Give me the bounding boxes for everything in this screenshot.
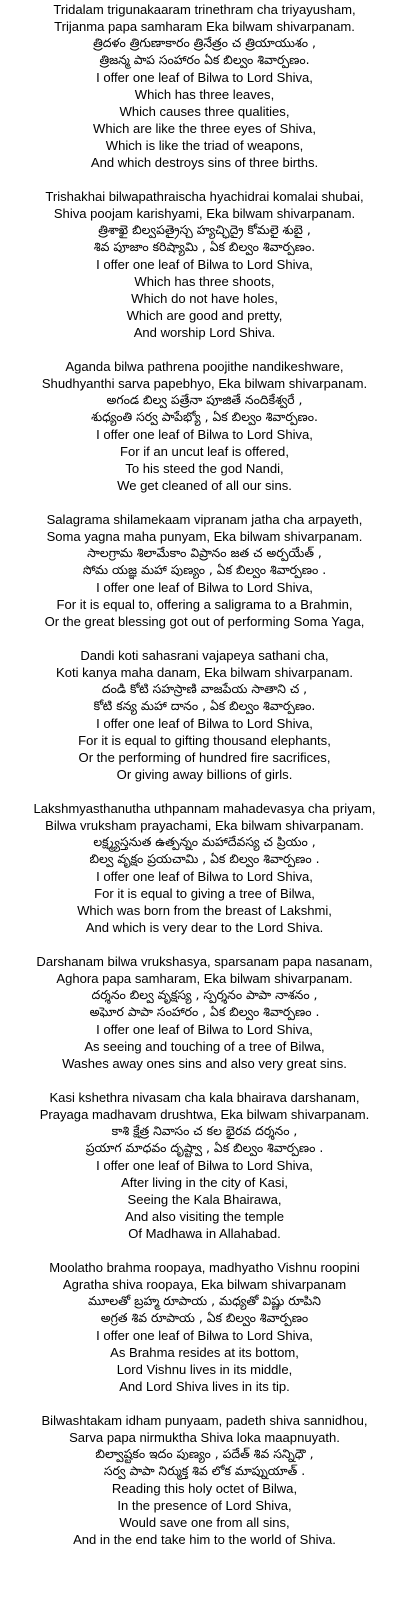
telugu-verse-line: త్రిజన్మ పాప సంహారం ఏక బిల్వం శివార్పణం.: [99, 53, 310, 67]
verse-line: I offer one leaf of Bilwa to Lord Shiva,: [96, 427, 313, 442]
verse-line: In the presence of Lord Shiva,: [117, 1498, 292, 1513]
verse-line: Or giving away billions of girls.: [116, 767, 293, 782]
verse-line: For it is equal to gifting thousand elephants,: [78, 733, 331, 748]
verse-line: Of Madhawa in Allahabad.: [128, 1226, 281, 1241]
telugu-verse-line: బిల్వాష్టకం ఇదం పుణ్యం , పదేత్ శివ సన్నిధౌ ,: [95, 1447, 314, 1461]
verse-line: Which was born from the breast of Lakshmi,: [77, 903, 332, 918]
verse-line: Salagrama shilamekaam vipranam jatha cha arpayeth,: [46, 512, 363, 527]
verse-stanza: [0, 1089, 409, 1242]
telugu-verse-line: త్రిశాఖై బిల్వపత్రైస్చ హ్యచ్ఛిద్రై కోమలై శుబై ,: [98, 223, 311, 237]
verse-line: Or the great blessing got out of performing Soma Yaga,: [44, 614, 365, 629]
verse-line: I offer one leaf of Bilwa to Lord Shiva,: [96, 1328, 313, 1343]
verse-line: As Brahma resides at its bottom,: [110, 1345, 299, 1360]
telugu-verse-line: శుధ్యంతి సర్వ పాపేభ్యో , ఏక బిల్వం శివార్పణం.: [91, 410, 318, 424]
verse-line: I offer one leaf of Bilwa to Lord Shiva,: [96, 257, 313, 272]
verse-line: After living in the city of Kasi,: [121, 1175, 288, 1190]
verse-line: Shiva poojam karishyami, Eka bilwam shivarpanam.: [53, 206, 356, 221]
verse-line: Dandi koti sahasrani vajapeya sathani cha,: [80, 648, 329, 663]
verse-line: Which has three shoots,: [134, 274, 275, 289]
verse-line: Which are like the three eyes of Shiva,: [93, 121, 316, 136]
verse-line: Which causes three qualities,: [119, 104, 290, 119]
telugu-verse-line: ప్రయాగ మాధవం దృష్ట్వా , ఏక బిల్వం శివార్పణం .: [85, 1141, 324, 1155]
verse-stanza: [0, 647, 409, 783]
verse-stanza: [0, 358, 409, 494]
telugu-verse-line: అఘోర పాపా సంహారం , ఏక బిల్వం శివార్పణం .: [89, 1005, 320, 1019]
telugu-verse-line: అగండ బిల్వ పత్రేనా పూజితే నందికేశ్వరే ,: [106, 393, 303, 407]
verse-line: Reading this holy octet of Bilwa,: [111, 1481, 298, 1496]
telugu-verse-line: దండి కోటి సహస్రాణి వాజపేయ సాతాని చ ,: [101, 682, 308, 696]
verse-line: Agratha shiva roopaya, Eka bilwam shivarpanam: [62, 1277, 347, 1292]
verse-line: Which has three leaves,: [134, 87, 275, 102]
verse-line: Tridalam trigunakaaram trinethram cha triyayusham,: [53, 2, 356, 17]
telugu-verse-line: బిల్వ వృక్షం ప్రయచామి , ఏక బిల్వం శివార్పణం .: [89, 852, 320, 866]
verse-line: I offer one leaf of Bilwa to Lord Shiva,: [96, 70, 313, 85]
verse-line: And which is very dear to the Lord Shiva.: [85, 920, 324, 935]
verse-line: Which do not have holes,: [131, 291, 278, 306]
verse-line: Soma yagna maha punyam, Eka bilwam shivarpanam.: [46, 529, 363, 544]
verse-line: Bilwashtakam idham punyaam, padeth shiva sannidhou,: [41, 1413, 368, 1428]
verse-stanza: [0, 1412, 409, 1548]
verse-line: I offer one leaf of Bilwa to Lord Shiva,: [96, 869, 313, 884]
verse-line: Lord Vishnu lives in its middle,: [116, 1362, 293, 1377]
verse-line: I offer one leaf of Bilwa to Lord Shiva,: [96, 1022, 313, 1037]
verse-line: I offer one leaf of Bilwa to Lord Shiva,: [96, 580, 313, 595]
verse-line: Moolatho brahma roopaya, madhyatho Vishnu roopini: [49, 1260, 360, 1275]
telugu-verse-line: మూలతో బ్రహ్మ రూపాయ , మధ్యతో విష్ణు రూపిని: [88, 1294, 321, 1308]
verse-line: Aghora papa samharam, Eka bilwam shivarpanam.: [56, 971, 353, 986]
verse-line: Which are good and pretty,: [126, 308, 283, 323]
verse-line: Trishakhai bilwapathraischa hyachidrai komalai shubai,: [45, 189, 364, 204]
verse-line: Shudhyanthi sarva papebhyo, Eka bilwam shivarpanam.: [41, 376, 368, 391]
verse-line: Or the performing of hundred fire sacrifices,: [78, 750, 331, 765]
verse-line: Aganda bilwa pathrena poojithe nandikeshware,: [65, 359, 344, 374]
verse-line: Prayaga madhavam drushtwa, Eka bilwam shivarpanam.: [39, 1107, 370, 1122]
verse-line: And Lord Shiva lives in its tip.: [119, 1379, 290, 1394]
verse-line: Would save one from all sins,: [119, 1515, 290, 1530]
verse-line: Kasi kshethra nivasam cha kala bhairava darshanam,: [49, 1090, 360, 1105]
verse-line: And also visiting the temple: [124, 1209, 284, 1224]
verse-stanza: [0, 511, 409, 630]
verse-line: Lakshmyasthanutha uthpannam mahadevasya cha priyam,: [33, 801, 376, 816]
verse-stanza: [0, 953, 409, 1072]
verse-line: And in the end take him to the world of Shiva.: [73, 1532, 336, 1547]
telugu-verse-line: త్రిదళం త్రిగుణాకారం త్రినేత్రం చ త్రియాయుశం ,: [93, 36, 316, 50]
verse-line: To his steed the god Nandi,: [125, 461, 284, 476]
telugu-verse-line: సాలగ్రామ శిలామేకాం విప్రానం జత చ అర్పయేత్ ,: [87, 546, 322, 560]
verse-line: As seeing and touching of a tree of Bilwa,: [84, 1039, 325, 1054]
verse-stanza: [0, 188, 409, 341]
verse-stanza: [0, 800, 409, 936]
verse-line: Trijanma papa samharam Eka bilwam shivarpanam.: [54, 19, 355, 34]
telugu-verse-line: అగ్రత శివ రూపాయ , ఏక బిల్వం శివార్పణం: [100, 1311, 309, 1325]
telugu-verse-line: దర్శనం బిల్వ వృక్షస్య , స్పర్శనం పాపా నాశనం ,: [91, 988, 318, 1002]
verse-line: Which is like the triad of weapons,: [105, 138, 304, 153]
verse-line: For if an uncut leaf is offered,: [120, 444, 289, 459]
telugu-verse-line: లక్ష్మ్యస్తనుత ఉత్పన్నం మహాదేవస్య చ ప్రియం ,: [93, 835, 316, 849]
verse-line: And worship Lord Shiva.: [133, 325, 276, 340]
verse-line: Seeing the Kala Bhairawa,: [127, 1192, 282, 1207]
telugu-verse-line: కాశి క్షేత్ర నివాసం చ కల భైరవ దర్శనం ,: [111, 1124, 298, 1138]
verse-line: And which destroys sins of three births.: [90, 155, 319, 170]
verse-stanza: [0, 1259, 409, 1395]
telugu-verse-line: సోమ యజ్ఞ మహా పుణ్యం , ఏక బిల్వం శివార్పణం .: [82, 563, 327, 577]
verse-line: Sarva papa nirmuktha Shiva loka maapnuyath.: [69, 1430, 340, 1445]
telugu-verse-line: శివ పూజాం కరిష్యామి , ఏక బిల్వం శివార్పణం.: [93, 240, 316, 254]
verse-stanza: [0, 1, 409, 171]
verse-line: For it is equal to giving a tree of Bilwa,: [94, 886, 315, 901]
telugu-verse-line: కోటి కన్య మహా దానం , ఏక బిల్వం శివార్పణం.: [93, 699, 316, 713]
verse-line: Darshanam bilwa vrukshasya, sparsanam papa nasanam,: [36, 954, 373, 969]
verse-line: For it is equal to, offering a saligrama to a Brahmin,: [56, 597, 353, 612]
verse-line: I offer one leaf of Bilwa to Lord Shiva,: [96, 716, 313, 731]
verse-line: We get cleaned of all our sins.: [117, 478, 292, 493]
verse-line: I offer one leaf of Bilwa to Lord Shiva,: [96, 1158, 313, 1173]
telugu-verse-line: సర్వ పాపా నిర్ముక్త శివ లోక మాప్నుయాత్ .: [103, 1464, 306, 1478]
verse-line: Koti kanya maha danam, Eka bilwam shivarpanam.: [56, 665, 353, 680]
verse-line: Washes away ones sins and also very great sins.: [62, 1056, 347, 1071]
verse-line: Bilwa vruksham prayachami, Eka bilwam shivarpanam.: [45, 818, 364, 833]
